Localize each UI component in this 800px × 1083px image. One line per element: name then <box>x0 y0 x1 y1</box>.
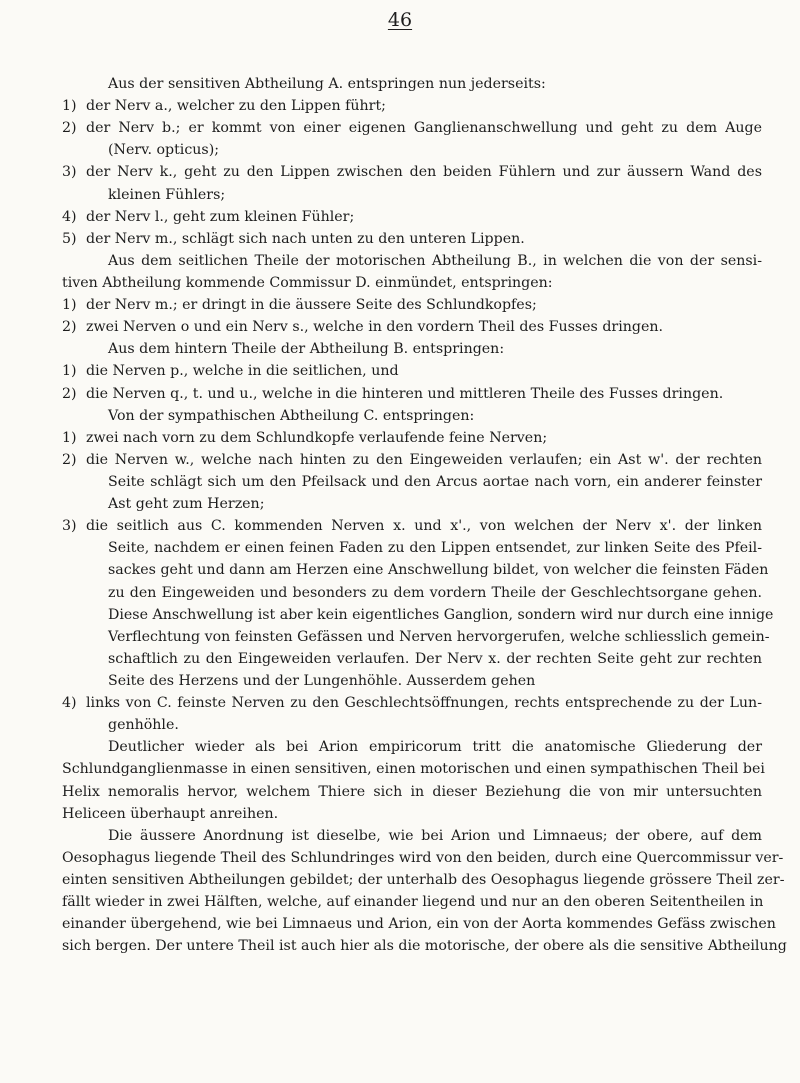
text-line: (Nerv. opticus); <box>108 142 220 159</box>
text-line: Seite, nachdem er einen feinen Faden zu den Lippen entsendet, zur linken Seite des Pfeil- <box>108 540 762 557</box>
list-number: 1) <box>62 363 77 380</box>
list-number: 2) <box>62 451 77 468</box>
text-line <box>62 383 762 405</box>
list-number: 3) <box>62 164 77 181</box>
text-line: Von der sympathischen Abtheilung C. entspringen: <box>108 407 475 424</box>
list-number: 3) <box>62 518 77 535</box>
line-text: die Nerven p., welche in die seitlichen, und <box>86 363 399 380</box>
list-number: 2) <box>62 385 77 402</box>
text-line: Seite des Herzens und der Lungenhöhle. Ausserdem gehen <box>108 672 536 689</box>
line-text: links von C. feinste Nerven zu den Geschlechtsöffnungen, rechts entsprechende zu der Lun- <box>86 695 762 712</box>
line-text: der Nerv k., geht zu den Lippen zwischen den beiden Fühlern und zur äussern Wand des <box>86 164 762 181</box>
text-line: Ast geht zum Herzen; <box>108 496 265 513</box>
text-line: schaftlich zu den Eingeweiden verlaufen. Der Nerv x. der rechten Seite geht zur rechten <box>108 650 762 667</box>
line-text: die seitlich aus C. kommenden Nerven x. und x'., von welchen der Nerv x'. der linken <box>86 518 762 535</box>
text-line: kleinen Fühlers; <box>108 186 226 203</box>
line-text: die Nerven w., welche nach hinten zu den Eingeweiden verlaufen; ein Ast w'. der rechten <box>86 451 762 468</box>
list-number: 1) <box>62 98 77 115</box>
text-line <box>62 161 762 183</box>
text-line <box>62 206 762 228</box>
text-line: genhöhle. <box>108 717 179 734</box>
line-text: der Nerv l., geht zum kleinen Fühler; <box>86 208 355 225</box>
line-text: zwei Nerven o und ein Nerv s., welche in den vordern Theil des Fusses dringen. <box>86 319 664 336</box>
line-text: der Nerv m., schlägt sich nach unten zu den unteren Lippen. <box>86 230 525 247</box>
text-line: Seite schlägt sich um den Pfeilsack und den Arcus aortae nach vorn, ein anderer feinster <box>108 473 762 490</box>
text-line: Oesophagus liegende Theil des Schlundringes wird von den beiden, durch eine Quercommissur ver- <box>62 849 784 866</box>
text-line: sich bergen. Der untere Theil ist auch hier als die motorische, der obere als die sensitive Abtheilung <box>62 938 787 955</box>
text-line <box>62 95 762 117</box>
text-line: Helix nemoralis hervor, welchem Thiere sich in dieser Beziehung die von mir untersuchten <box>62 783 762 800</box>
text-line: Aus dem hintern Theile der Abtheilung B. entspringen: <box>108 341 505 358</box>
text-line: zu den Eingeweiden und besonders zu dem vordern Theile der Geschlechtsorgane gehen. <box>108 584 762 601</box>
text-line: tiven Abtheilung kommende Commissur D. einmündet, entspringen: <box>62 274 553 291</box>
text-line: Diese Anschwellung ist aber kein eigentliches Ganglion, sondern wird nur durch eine innige <box>108 606 774 623</box>
text-line <box>62 692 762 714</box>
list-number: 1) <box>62 429 77 446</box>
list-number: 4) <box>62 208 77 225</box>
text-line: Verflechtung von feinsten Gefässen und Nerven hervorgerufen, welche schliesslich gemein- <box>108 628 770 645</box>
body-text <box>62 73 787 957</box>
text-line: Schlundganglienmasse in einen sensitiven, einen motorischen und einen sympathischen Theil bei <box>62 761 765 778</box>
list-number: 2) <box>62 120 77 137</box>
list-number: 1) <box>62 297 77 314</box>
list-number: 2) <box>62 319 77 336</box>
text-line: Aus der sensitiven Abtheilung A. entspringen nun jederseits: <box>108 76 546 92</box>
text-line: einander übergehend, wie bei Limnaeus und Arion, ein von der Aorta kommendes Gefäss zwischen <box>62 916 776 933</box>
line-text: die Nerven q., t. und u., welche in die hinteren und mittleren Theile des Fusses dringen. <box>86 385 724 402</box>
text-line: Deutlicher wieder als bei Arion empiricorum tritt die anatomische Gliederung der <box>108 739 762 756</box>
text-line: sackes geht und dann am Herzen eine Anschwellung bildet, von welcher die feinsten Fäden <box>108 562 769 579</box>
text-line: Heliceen überhaupt anreihen. <box>62 805 279 822</box>
text-line <box>62 117 762 139</box>
text-line <box>62 449 762 471</box>
text-line: Die äussere Anordnung ist dieselbe, wie bei Arion und Limnaeus; der obere, auf dem <box>108 827 762 844</box>
line-text: der Nerv m.; er dringt in die äussere Seite des Schlundkopfes; <box>86 297 537 314</box>
line-text: der Nerv b.; er kommt von einer eigenen Ganglienanschwellung und geht zu dem Auge <box>86 120 762 137</box>
line-text: der Nerv a., welcher zu den Lippen führt; <box>86 98 386 115</box>
text-line <box>62 316 762 338</box>
text-line <box>62 427 762 449</box>
line-text: zwei nach vorn zu dem Schlundkopfe verlaufende feine Nerven; <box>86 429 548 446</box>
text-line <box>62 360 762 382</box>
text-line: fällt wieder in zwei Hälften, welche, auf einander liegend und nur an den oberen Seitentheilen in <box>62 894 764 911</box>
text-line: einten sensitiven Abtheilungen gebildet; der unterhalb des Oesophagus liegende grössere Theil zer- <box>62 871 785 888</box>
text-line <box>62 228 762 250</box>
list-number: 5) <box>62 230 77 247</box>
text-line <box>62 515 762 537</box>
text-line <box>62 294 762 316</box>
text-line: Aus dem seitlichen Theile der motorischen Abtheilung B., in welchen die von der sensi- <box>108 252 762 269</box>
list-number: 4) <box>62 695 77 712</box>
page-number: 46 <box>387 9 413 31</box>
